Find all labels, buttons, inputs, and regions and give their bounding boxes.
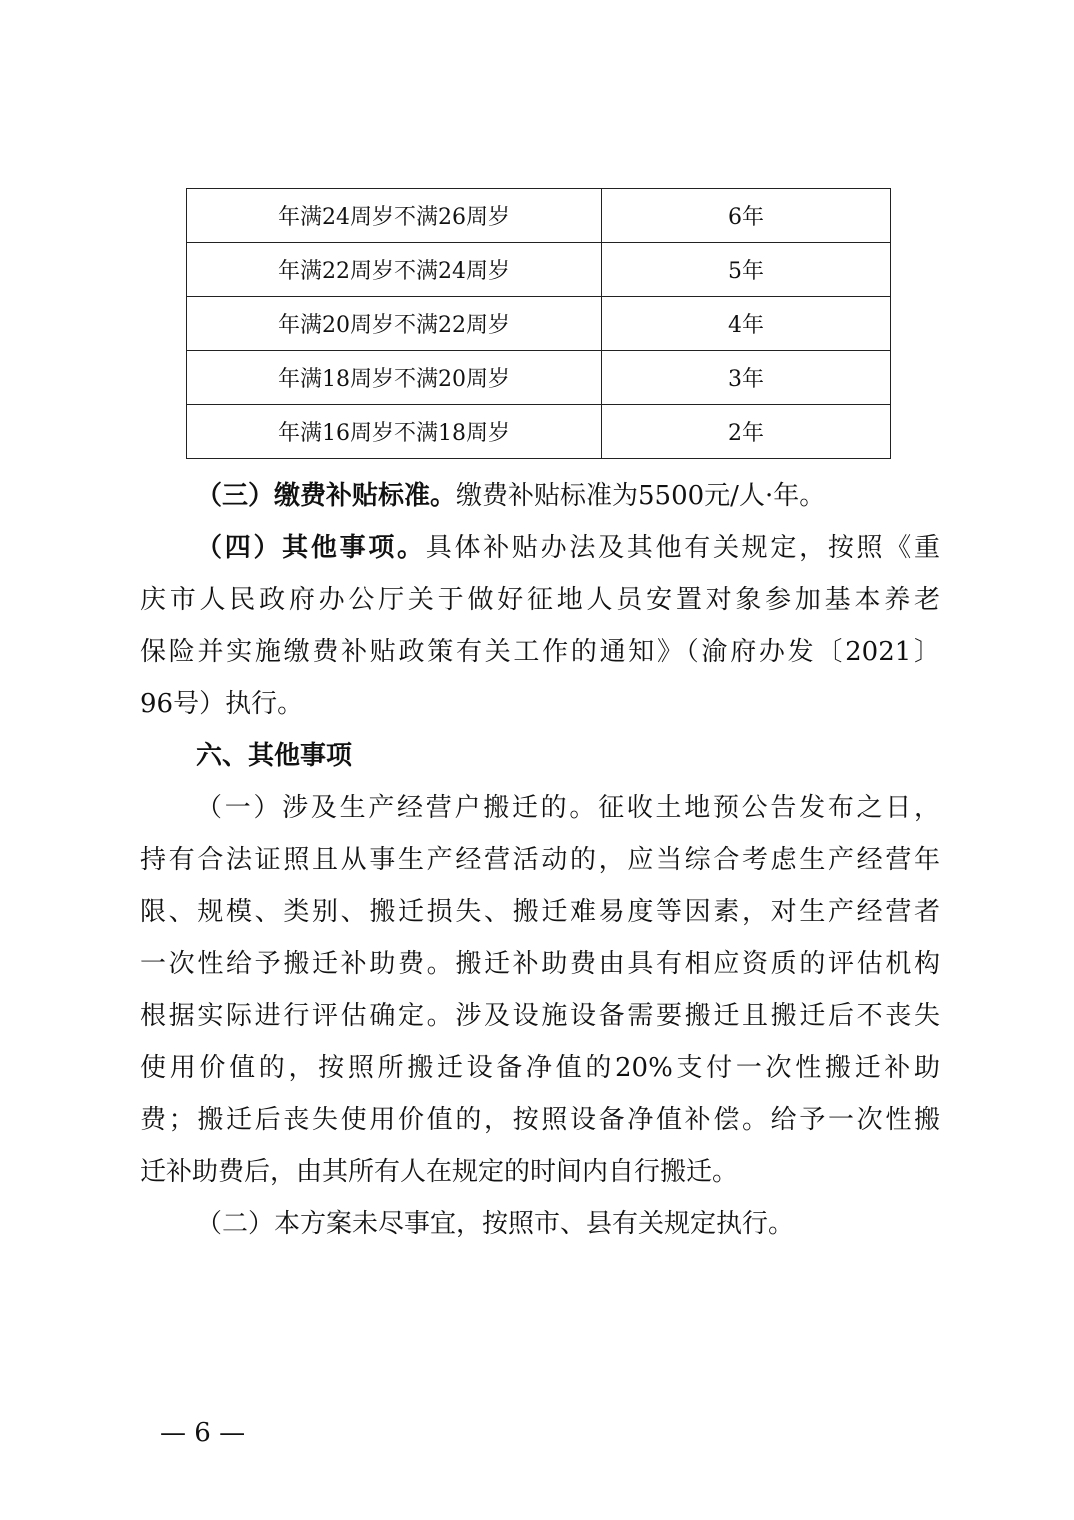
item1-line: 费；搬迁后丧失使用价值的，按照设备净值补偿。给予一次性搬 <box>140 1105 940 1135</box>
age-range-cell: 年满22周岁不满24周岁 <box>187 243 602 297</box>
years-cell: 3年 <box>602 351 891 405</box>
item1-line: 限、规模、类别、搬迁损失、搬迁难易度等因素，对生产经营者 <box>140 897 940 927</box>
item1-paragraph <box>140 782 940 1198</box>
years-cell: 5年 <box>602 243 891 297</box>
section4-text: 具体补贴办法及其他有关规定，按照《重 <box>425 533 940 563</box>
section3-paragraph <box>140 470 940 522</box>
item2-line: （二）本方案未尽事宜，按照市、县有关规定执行。 <box>196 1209 795 1239</box>
years-cell: 6年 <box>602 189 891 243</box>
item1-line: 使用价值的，按照所搬迁设备净值的20%支付一次性搬迁补助 <box>140 1053 940 1083</box>
section4-line: 庆市人民政府办公厅关于做好征地人员安置对象参加基本养老 <box>140 585 940 615</box>
section4-label: （四）其他事项。 <box>196 533 426 563</box>
section4-line: 保险并实施缴费补贴政策有关工作的通知》（渝府办发〔2021〕 <box>140 637 940 667</box>
section3-label: （三）缴费补贴标准。 <box>196 481 457 511</box>
age-range-cell: 年满20周岁不满22周岁 <box>187 297 602 351</box>
section3-text: 缴费补贴标准为5500元/人·年。 <box>456 481 826 511</box>
item1-line: （一）涉及生产经营户搬迁的。征收土地预公告发布之日， <box>196 793 940 823</box>
item1-line: 一次性给予搬迁补助费。搬迁补助费由具有相应资质的评估机构 <box>140 949 940 979</box>
age-range-cell: 年满16周岁不满18周岁 <box>187 405 602 459</box>
subsidy-years-table <box>186 188 891 459</box>
years-cell: 2年 <box>602 405 891 459</box>
item1-line: 持有合法证照且从事生产经营活动的，应当综合考虑生产经营年 <box>140 845 940 875</box>
table-row <box>187 243 891 297</box>
years-cell: 4年 <box>602 297 891 351</box>
age-range-cell: 年满24周岁不满26周岁 <box>187 189 602 243</box>
item1-line: 根据实际进行评估确定。涉及设施设备需要搬迁且搬迁后不丧失 <box>140 1001 940 1031</box>
section3-line <box>140 470 940 522</box>
item1-line: 迁补助费后，由其所有人在规定的时间内自行搬迁。 <box>140 1157 739 1187</box>
table-row <box>187 351 891 405</box>
table-row <box>187 405 891 459</box>
item2-paragraph <box>140 1198 940 1250</box>
section4-line: 96号）执行。 <box>140 689 304 719</box>
table-row <box>187 297 891 351</box>
section4-paragraph <box>140 522 940 730</box>
section4-line <box>140 522 940 574</box>
section-heading: 六、其他事项 <box>196 741 353 771</box>
table-row <box>187 189 891 243</box>
age-range-cell: 年满18周岁不满20周岁 <box>187 351 602 405</box>
page-number: — 6 — <box>160 1418 246 1448</box>
